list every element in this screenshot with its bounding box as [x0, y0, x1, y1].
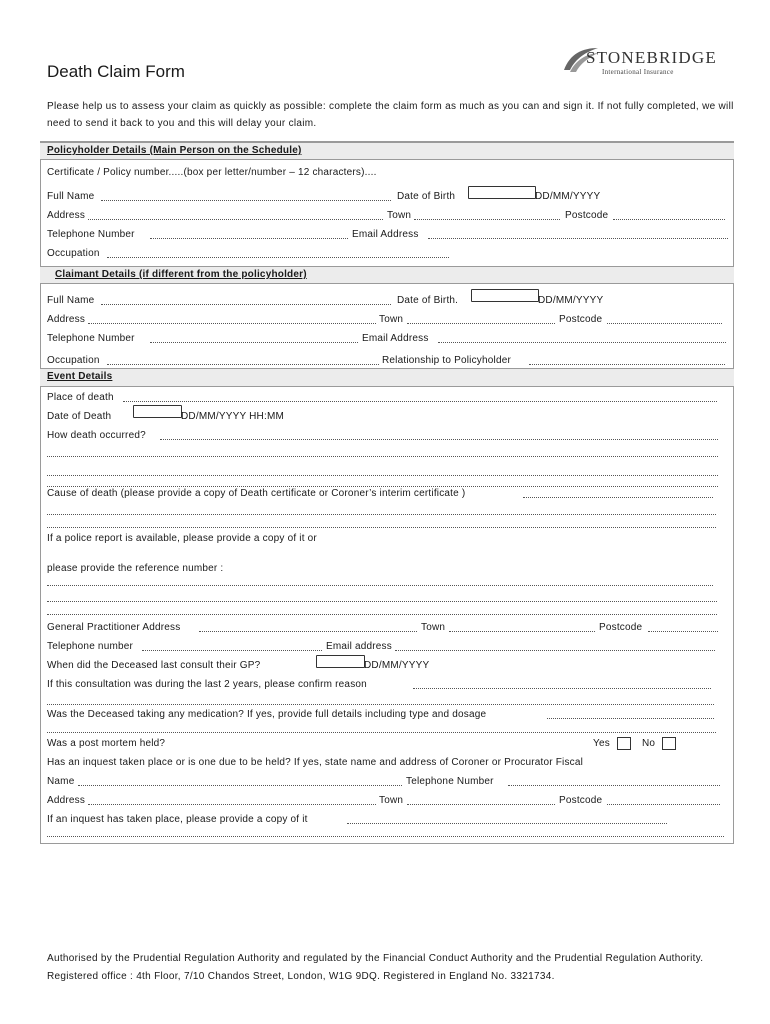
- footer-text: Authorised by the Prudential Regulation Authority and regulated by the Financial Conduct Authority and the Prudential Regulation Authority. Registered office : 4th Floor, 7/10 Chandos Street, London, W1G 9DQ. Registered in England No. 3321734.: [47, 953, 704, 982]
- post-mortem-no-checkbox[interactable]: [662, 737, 676, 750]
- cl-email-label: Email Address: [362, 333, 429, 344]
- date-of-death-label: Date of Death: [47, 411, 112, 422]
- coroner-town-field[interactable]: [407, 804, 555, 805]
- cl-postcode-label: Postcode: [559, 314, 603, 325]
- intro-text: Please help us to assess your claim as quickly as possible: complete the claim form as much as you can and sign it. If not fully completed, we will need to send it back to you and this will delay your claim.: [47, 101, 734, 129]
- ph-town-field[interactable]: [414, 219, 560, 220]
- place-of-death-label: Place of death: [47, 392, 114, 403]
- medication-line-2[interactable]: [47, 732, 716, 733]
- reference-line-3[interactable]: [47, 614, 717, 615]
- reference-number-label: please provide the reference number :: [47, 563, 224, 574]
- certificate-label: Certificate / Policy number.....(box per letter/number – 12 characters)....: [47, 167, 377, 178]
- ph-full-name-field[interactable]: [101, 200, 391, 201]
- police-report-label: If a police report is available, please provide a copy of it or: [47, 533, 317, 544]
- cl-full-name-label: Full Name: [47, 295, 95, 306]
- coroner-telephone-field[interactable]: [508, 785, 720, 786]
- cl-telephone-field[interactable]: [150, 342, 358, 343]
- cause-of-death-field[interactable]: [523, 497, 713, 498]
- how-death-line-3[interactable]: [47, 475, 718, 476]
- cl-relationship-label: Relationship to Policyholder: [382, 355, 512, 366]
- post-mortem-yes-label: Yes: [593, 738, 610, 749]
- gp-telephone-label: Telephone number: [47, 641, 134, 652]
- cl-dob-label: Date of Birth.: [397, 295, 459, 306]
- event-heading: Event Details: [47, 371, 113, 382]
- cl-address-field[interactable]: [88, 323, 376, 324]
- how-death-field[interactable]: [160, 439, 718, 440]
- stonebridge-logo: [560, 44, 717, 80]
- claimant-header: [40, 266, 734, 284]
- logo-name: STONEBRIDGE: [586, 48, 717, 67]
- inquest-copy-field[interactable]: [347, 823, 667, 824]
- gp-address-label: General Practitioner Address: [47, 622, 181, 633]
- inquest-copy-line-2[interactable]: [47, 836, 724, 837]
- place-of-death-field[interactable]: [123, 401, 717, 402]
- form-title: Death Claim Form: [47, 62, 185, 81]
- gp-address-field[interactable]: [199, 631, 417, 632]
- coroner-telephone-label: Telephone Number: [406, 776, 494, 787]
- how-death-label: How death occurred?: [47, 430, 146, 441]
- coroner-town-label: Town: [379, 795, 404, 806]
- policyholder-header: [40, 142, 734, 160]
- ph-occupation-label: Occupation: [47, 248, 100, 259]
- post-mortem-no-label: No: [642, 738, 656, 749]
- cl-address-label: Address: [47, 314, 86, 325]
- ph-dob-input[interactable]: [468, 186, 536, 199]
- event-header: [40, 368, 734, 387]
- cl-email-field[interactable]: [438, 342, 726, 343]
- cl-dob-format: DD/MM/YYYY: [538, 295, 604, 306]
- inquest-copy-label: If an inquest has taken place, please provide a copy of it: [47, 814, 308, 825]
- inquest-label: Has an inquest taken place or is one due to be held? If yes, state name and address of Coroner or Procurator Fiscal: [47, 757, 584, 768]
- cl-town-label: Town: [379, 314, 404, 325]
- ph-dob-format: DD/MM/YYYY: [535, 191, 601, 202]
- consult-reason-label: If this consultation was during the last 2 years, please confirm reason: [47, 679, 367, 690]
- how-death-line-4[interactable]: [47, 486, 718, 487]
- post-mortem-yes-checkbox[interactable]: [617, 737, 631, 750]
- gp-postcode-label: Postcode: [599, 622, 643, 633]
- logo-subtitle: International Insurance: [602, 68, 674, 76]
- cause-of-death-line-3[interactable]: [47, 527, 716, 528]
- reference-line-2[interactable]: [47, 601, 717, 602]
- medication-field[interactable]: [547, 718, 714, 719]
- coroner-address-label: Address: [47, 795, 86, 806]
- coroner-postcode-label: Postcode: [559, 795, 603, 806]
- last-consult-label: When did the Deceased last consult their GP?: [47, 660, 261, 671]
- gp-telephone-field[interactable]: [142, 650, 322, 651]
- cl-occupation-field[interactable]: [107, 364, 379, 365]
- cl-relationship-field[interactable]: [529, 364, 725, 365]
- cl-postcode-field[interactable]: [607, 323, 722, 324]
- cl-occupation-label: Occupation: [47, 355, 100, 366]
- consult-reason-line-2[interactable]: [47, 704, 714, 705]
- ph-email-label: Email Address: [352, 229, 419, 240]
- coroner-address-field[interactable]: [88, 804, 376, 805]
- consult-reason-field[interactable]: [413, 688, 711, 689]
- gp-town-field[interactable]: [449, 631, 595, 632]
- coroner-name-label: Name: [47, 776, 75, 787]
- ph-dob-label: Date of Birth: [397, 191, 456, 202]
- gp-email-field[interactable]: [395, 650, 715, 651]
- ph-postcode-field[interactable]: [613, 219, 725, 220]
- date-of-death-input[interactable]: [133, 405, 182, 418]
- ph-telephone-label: Telephone Number: [47, 229, 135, 240]
- claimant-heading: Claimant Details (if different from the policyholder): [55, 269, 307, 280]
- ph-address-field[interactable]: [88, 219, 383, 220]
- how-death-line-2[interactable]: [47, 456, 718, 457]
- coroner-name-field[interactable]: [78, 785, 402, 786]
- policyholder-heading: Policyholder Details (Main Person on the Schedule): [47, 145, 302, 156]
- medication-label: Was the Deceased taking any medication? If yes, provide full details including type and dosage: [47, 709, 487, 720]
- gp-town-label: Town: [421, 622, 446, 633]
- ph-postcode-label: Postcode: [565, 210, 609, 221]
- last-consult-format: DD/MM/YYYY: [364, 660, 430, 671]
- ph-full-name-label: Full Name: [47, 191, 95, 202]
- coroner-postcode-field[interactable]: [607, 804, 720, 805]
- gp-email-label: Email address: [326, 641, 392, 652]
- last-consult-input[interactable]: [316, 655, 365, 668]
- ph-email-field[interactable]: [428, 238, 728, 239]
- cause-of-death-line-2[interactable]: [47, 514, 716, 515]
- ph-address-label: Address: [47, 210, 86, 221]
- date-of-death-format: DD/MM/YYYY HH:MM: [181, 411, 285, 422]
- post-mortem-label: Was a post mortem held?: [47, 738, 166, 749]
- cl-town-field[interactable]: [407, 323, 555, 324]
- ph-town-label: Town: [387, 210, 412, 221]
- cl-telephone-label: Telephone Number: [47, 333, 135, 344]
- gp-postcode-field[interactable]: [648, 631, 718, 632]
- reference-line-1[interactable]: [47, 585, 713, 586]
- ph-telephone-field[interactable]: [150, 238, 348, 239]
- cl-dob-input[interactable]: [471, 289, 539, 302]
- cause-of-death-label: Cause of death (please provide a copy of Death certificate or Coroner’s interim certificate ): [47, 488, 466, 499]
- cl-full-name-field[interactable]: [101, 304, 391, 305]
- ph-occupation-field[interactable]: [107, 257, 449, 258]
